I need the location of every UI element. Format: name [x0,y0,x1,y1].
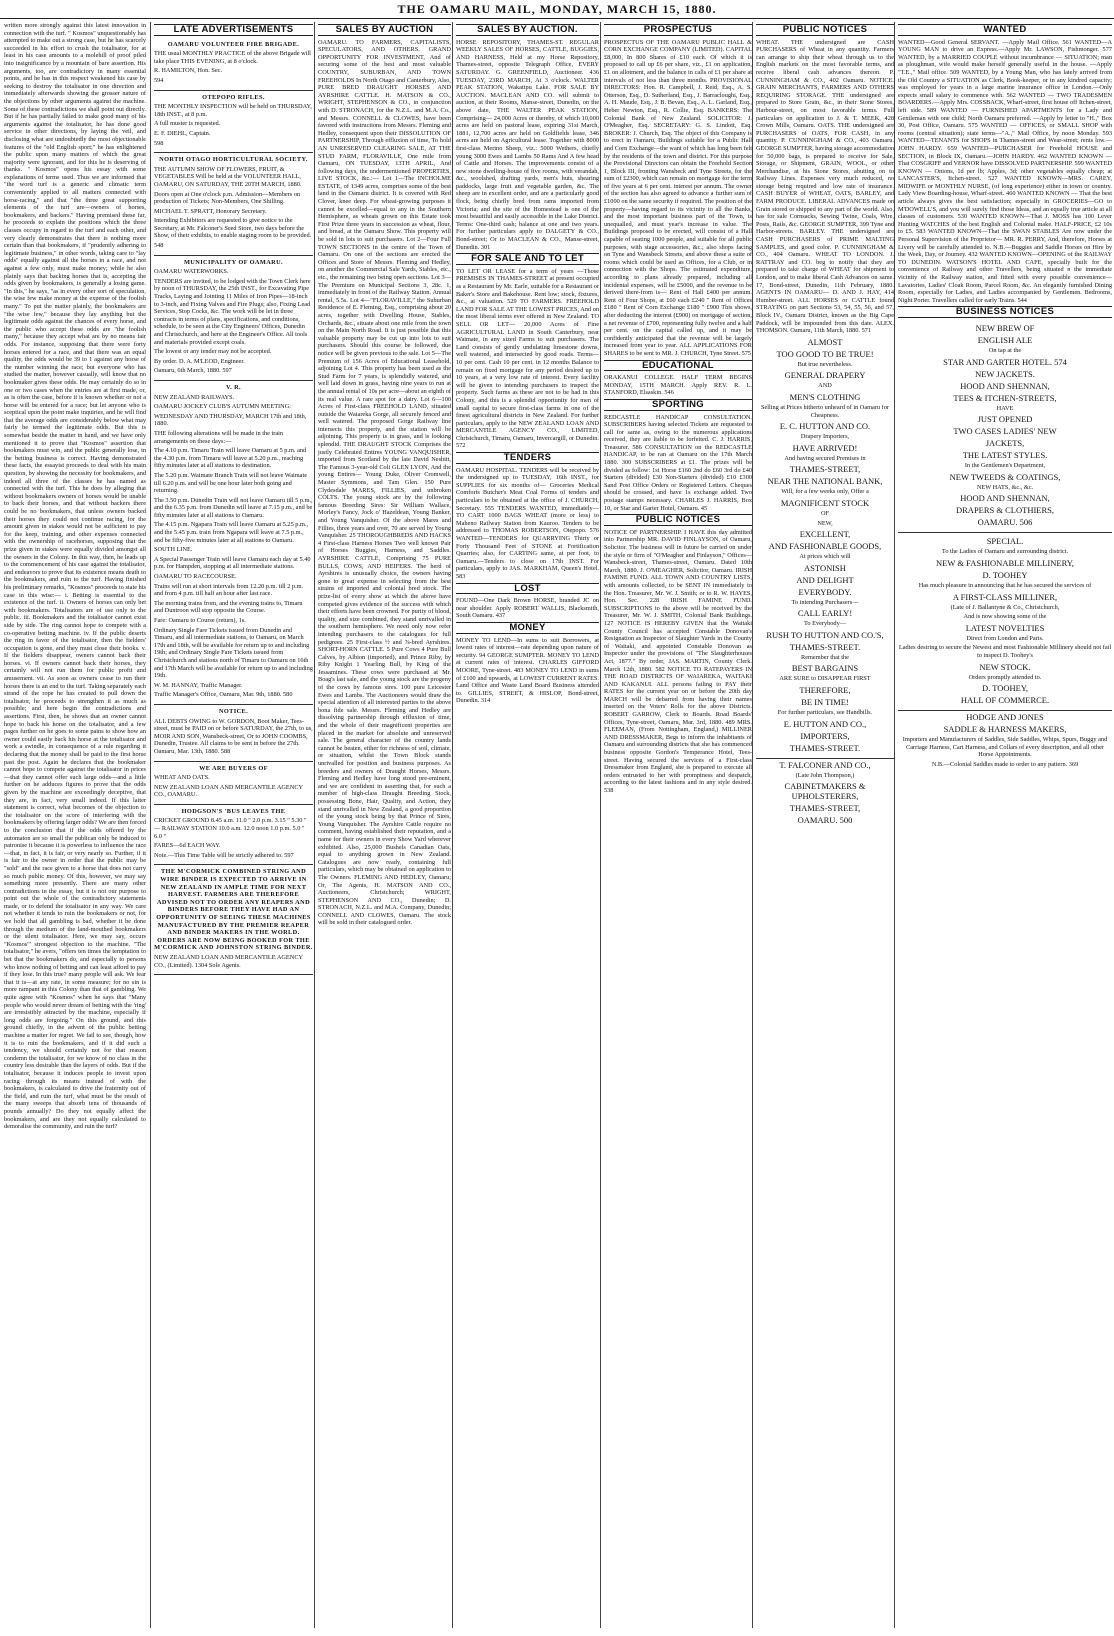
ad-line: WHEAT AND OATS. [154,774,210,782]
ad-line: D. TOOHEY [982,569,1028,580]
ad-line: OAMARU VOLUNTEER FIRE BRIGADE. [167,40,300,48]
masthead: THE OAMARU MAIL, MONDAY, MARCH 15, 1880. [0,0,1114,19]
ad-line: Note.—This Time Table will be strictly adhered to. 597 [154,851,294,859]
ad-line: Traffic Manager's Office, Oamaru, Mar. 9th, 1880. 580 [154,691,293,699]
ad-line: BE IN TIME! [801,697,849,708]
ad-line: Intending Exhibitors are requested to give notice to the Secretary, at Mr. Falconer's Seed Store, two days before the Show, of their exhibits, to enable staging room to be provided. [154,217,312,240]
ad-line: IMPORTERS, [800,730,850,741]
ad-line: DRAPERS & CLOTHIERS, [956,505,1054,516]
ad-line: To Everybody— [803,620,847,628]
ad-line: Doors open at One o'clock p.m. Admission—Members on production of Tickets; Non-Members, One Shilling. [154,190,301,206]
ad-line: Fare: Oamaru to Course (return), 1s. [154,617,246,624]
ad-line: Oamaru, 6th March, 1880. 597 [154,367,232,375]
ad-line: TEES & ITCHEN-STREETS, [953,392,1057,403]
ad-line: HAVE [996,404,1014,412]
educational-text: ORAKANUI COLLEGE. HALF TERM BEGINS MONDAY, 15TH MARCH. Apply REV. R. L. STANFORD, Elsaskin. 546 [604,374,752,397]
ad-line: OAMARU WATERWORKS. [154,268,229,276]
ad-line: In the Gentlemen's Department, [964,462,1046,470]
falconer-cabinetmakers-ad [756,760,894,826]
ad-line: JUST OPENED [977,414,1033,425]
ad-line: A FIRST-CLASS MILLINER, [952,591,1058,602]
ad-line: ALMOST [807,336,843,347]
ad-line: NEW HATS, &c., &c. [976,483,1034,491]
late-advertisements-column [150,22,313,1628]
ad-line: HODGSON'S 'BUS LEAVES THE [181,807,286,815]
ad-line: E. HUTTON AND CO., [783,718,867,729]
ad-line: BEST BARGAINS [791,663,859,674]
ad-line: To the Ladies of Oamaru and surrounding district. [941,548,1069,556]
ad-line: THAMES-STREET, [789,803,861,814]
ad-line: N.B.—Colonial Saddles made to order to any pattern. 369 [931,760,1079,768]
ad-line: NEW STOCK. [979,661,1031,672]
grain-notices-text: WHEAT. THE undersigned are CASH PURCHASERS of Wheat in any quantity. Farmers can arrange to ship their wheat through us to the English markets on the most favorable terms, and receive liberal cash advances thereon. P. CUNNINGHAM & CO., 402 Oamaru. NOTICE. GRAIN MERCHANTS, FARMERS AND OTHERS REQUIRING STORAGE. THE undersigned are prepared to Store Grain, &c., in their Stone Stores, Harbour-street, on most favorable terms. Full particulars on application to J. & T. MEEK, 428 Crown Mills, Oamaru. OATS. THE undersigned are PURCHASERS of OATS, FOR CASH, in any quantity. P. CUNNINGHAM & CO., 403 Oamaru. GEORGE SUMPTER, having storage accommodation for 50,000 bags, is prepared to receive for Sale, Storage, or Shipment, GRAIN, WOOL, or other Merchandise, at his Stone Stores, abutting on to Railway Lines. Expenses very much reduced, no storage being required and low rate of insurance. CASH BUYER of WHEAT, OATS, BARLEY, and FARM PRODUCE. LIBERAL ADVANCES made on Grain stored or shipped to any part of the world. Also, has for sale Cornsacks, Sewing Twine, Coals, Wire, Posts, Rails, &c. GEORGE SUMPTER, 399 Tyne and Harbor-streets. BARLEY. THE undersigned are CASH PURCHASERS of PRIME MALTING SAMPLES, and good color. P. CUNNINGHAM & CO., 404 Oamaru. WHEAT TO LONDON. J. RATTRAY and CO. beg to notify that they are prepared to take charge of WHEAT for shipment to London, and to make liberal Cash Advances on same. 17, Bond-street, Dunedin, 11th February, 1880. AGENTS IN OAMARU— D. AND J. HAY, 414 Humber-street. ALL HORSES or CATTLE found STRAYING on part Sections 53, 54, 55, 56, and 57, Block IV., Oamaru District, known as the Big Cape Paddock, will be impounded from this date. ALEX. THOMSON. Oamaru, 11th March, 1880. 571 [756,38,894,335]
sales-by-auction-2-column [452,22,599,1628]
ad-line: NEW BREW OF [975,322,1035,333]
ad-line: NEW ZEALAND RAILWAYS. [154,393,235,401]
lost-heading: LOST [456,583,599,595]
ad-line: At prices which will [799,553,851,561]
ad-line: AND DELIGHT [796,574,854,585]
late-ad [154,154,313,256]
ad-line: LATEST NOVELTIES [965,622,1045,633]
ad-line: THAMES-STREET. [789,641,861,652]
ad-line: ENGLISH ALE [977,334,1033,345]
sales-by-auction-2-heading: SALES BY AUCTION. [456,24,599,36]
public-notices-text: NOTICE OF PARTNERSHIP. I HAVE this day admitted into Partnership MR. DAVID FINLAYSON, of Oamaru, Solicitor. The business will in future be carried on under the style or firm of "O'Meagher and Finlayson," Offices—Wansbeck-street, Thames-street, Oamaru. Dated 10th March, 1880. J. O'MEAGHER, Solicitor, Oamaru. IRISH FAMINE FUND. ALL TOWN AND COUNTRY LISTS, with amounts collected, to be SENT IN immediately to the Hon. Treasurer, Mr. W. J. Smith; or to R. W. HAYES, Hon. Sec. 228 IRISH FAMINE FUND. SUBSCRIPTIONS to the above will be received by the Treasurer, Mr. W. J. SMITH, Colonial Bank Buildings. 127 NOTICE IS HEREBY GIVEN that the Waitaki County Council has accepted Constable Donovan's Resignation as Inspector of Slaughter Yards in the County of Waitaki, and appointed Constable Donovan as Inspector under the provisions of "The Slaughterhouses Act, 1877." By order, JAS. MARTIN, County Clerk. March 12th, 1880. 582 NOTICE TO RATEPAYERS IN THE ROAD DISTRICTS OF WAIAREKA, WAITAKI AND KAKANUI. ALL persons failing to PAY their RATES for the current year on or before the 20th day MARCH will be debarred from having their names inserted on the Voters' Rolls for the above Districts. ROBERT GARROW, Clerk to Boards. Road Boards' Offices, Tyne-street, Oamaru, Mar. 3rd, 1880. 489 MRS. FLEEMAN, (From Nottingham, England,) MILLINER AND DRESSMAKER, Begs to inform the inhabitants of Oamaru and surrounding districts that she has commenced business opposite Gordon's Temperance Hotel, Tees-street. Having secured the services of a First-class Dressmaker from England, she is prepared to execute all orders entrusted to her with promptness and despatch, according to the latest fashions and in any style desired. 538 [604,528,752,794]
ad-line: OTEPOPO RIFLES. [202,93,265,101]
ad-line: D. TOOHEY, [981,683,1029,694]
ad-line: OAMARU JOCKEY CLUB'S AUTUMN MEETING. [154,403,291,411]
lost-text: FOUND—One Dark Brown HORSE, branded JC on near shoulder. Apply ROBERT WALLIS, Blacksmith, South Oamaru. 437 [456,597,599,620]
wanted-text: WANTED—Good General SERVANT. —Apply Mail Office. 561 WANTED—A YOUNG MAN to drive an Express.—Apply Mr. LAWSON, Fishmonger. 577 WANTED, by a MARRIED COUPLE without incumbrance — SITUATION; man as ploughman, wife would make herself generally useful in the house. —Apply "T.E.," Mail office. 509 WANTED, by a Young Man, who has lately arrived from the Old Country a SITUATION as Clerk, Book-keeper, or in any kindred capacity; was employed for years in a large marine insurance office in London.—Only expects small salary to commence with. 562 WANTED — TWO TRADESMEN BOARDERS.—Apply Mrs. COSSBACK, Wharf-street, first house off Itchen-street, left side. 589 WANTED — FURNISHED APARTMENTS for a Lady and Gentleman with one child; North Oamaru preferred. —Apply by letter to "H.," Box 30, Post Office, Oamaru. 575 WANTED — OFFICES, or SMALL SHOP with rooms (central situation); state terms—"A.," Mail Office, by noon Monday. 593 WANTED—TENANTS for SHOPS in Thames-street and Wear-street; rents low.—JOHN HARDY. 659 WANTED—PURCHASER for Freehold HOUSE and SECTION, in Block IX, Oamaru.—JOHN HARDY. 462 WANTED KNOWN — That COSGRIFF and VERNOR have DISSOLVED PARTNERSHIP. 599 WANTED KNOWN — Onions, 1d per lb; Apples, 3d; other vegetables equally cheap; at LANCASTER'S, Itchen-street. 527 WANTED KNOWN—MRS. CAREY, MIDWIFE or MONTHLY NURSE, (of long experience) either in town or country. Lady View Boarding-house, Wharf-street. 460 WANTED KNOWN — That the best article always gives the best satisfaction; especially in GROCERIES—GO to M'DOWELL'S, and you will surely find those Ideas, and an equally true article at all classes of customers. 530 WANTED KNOWN—That J. MOSS has 100 Lever Hunting WATCHES of the best English and Colonial make. HALF-PRICE, £2 10s to £5. 583 WANTED KNOWN—That the SWAN STABLES Are now under the Personal Supervision of the Proprietor— MR. R. PERRY, And, therefore, Horses at Livery will be carefully attended to. N.B.—Buggies and Saddle Horses on Hire by the Week, Day, or Journey. 432 WANTED KNOWN—OPENING of the RAILWAY TO DUNEDIN. WATSON'S HOTEL AND CAFE, specially built for the convenience of Railway and other Travellers, being situated n the immediate vicinity of the Railway station, and fitted with every possible convenience—Lavatories, Ladies' Cloak Room, Parcel Room, &c. An elegantly furnished Dining Room, especially for Ladies, and Ladies accompanied by Gentlemen. Bedrooms, Night Porter. Travellers called for early Trains. 544 [898,38,1112,304]
for-sale-text: TO LET OR LEASE for a term of years —Those PREMISES IN THAMES-STREET at present occupied as a Restaurant by Mr. Earle, suitable for a Restaurant or Baker's Store and Bakehouse. Rent low; stock, fixtures, &c., at valuation. 529 TO FARMERS. FREEHOLD LAND FOR SALE AT THE LOWEST PRICES, And on the most liberal terms ever offered in New Zealand. TO SELL OR LET— 20,000 Acres of Fine AGRICULTURAL LAND in South Canterbury, near Waimate, in any sized Farms to suit purchasers. The Land consists of gently undulating limestone downs, well watered, and intersected by good roads. Terms— 10 per cent. Cash 10 per cent. in 12 months Balance to remain on fixed mortgage for any period desired up to 10 years, at a very low rate of interest. Every facility will be given to intending purchasers to inspect the property. Such farms as these are not to be had in this Colony, and this is a splendid opportunity for men of small capital to secure first-class farms in one of the finest agricultural districts in New Zealand. For further particulars, apply to the NEW ZEALAND LOAN AND MERCANTILE AGENCY CO., LIMITED, Christchurch, Timaru, Oamaru, Invercargill, or Dunedin. 572 [456,267,599,450]
ad-line: Direct from London and Paris. [966,634,1044,642]
ad-line: The 4.15 p.m. Ngapara Train will leave Oamaru at 5.25 p.m., and the 5.45 p.m. train from Ngapara will leave at 7.5 p.m., and be fifty-five minutes later at all stations to Oamaru. [154,521,309,544]
ad-line: And is now showing some of the [963,613,1047,621]
ad-line: HODGE AND JONES [966,712,1044,723]
ad-line: WE ARE BUYERS OF [199,764,268,772]
ad-line: MEN'S CLOTHING [789,391,861,402]
ad-line: JACKETS, [985,438,1025,449]
ad-line: ASTONISH [804,562,846,573]
ad-line: WEDNESDAY AND THURSDAY, MARCH 17th and 18th, 1880. [154,412,307,428]
ad-line: Remember that the [801,653,849,661]
editorial-text: written more strongly against this latest innovation in connection with the turf. " Kosmos" unquestionably has attempted to make out a strong case, but he has scarcely succeeded in his effort to crush the totalisator, for at least in his case amounts to a molehill of proof piled into insignificance by a mountain of bare assertion. His arguments, too, are contradictory in many essential points, and he has in this respect weakened his case by seeking to destroy the totalisator in one direction and immediately afterwards showing the grosser nature of the objections by other arguments against the machine. Some of these contradictions we shall point out directly. But if he has partially failed to make good many of his arguments against the totalisator, he has done good service in other directions, by laying the veil, and disclosing what are undoubtedly the most objectionable features of the "old English sport;" he has enlightened the public upon many matters of which the great majority were ignorant, and for this he is deserving of thanks. " Kosmos" opens his essay with some explanations of terms used. Thus we are informed that "the word turf is a generic and climatic term conveniently applied to all matters connected with horse-racing," and that "the three great supporting elements of the turf are—owners of horses, bookmakers, and backers." Having premised these far, he proceeds to explain the positions which the three classes occupy in regard to the turf and each other, and very clearly demonstrates that there is nothing more certain than that bookmakers, if "prudently adhering to legitimate business," in other words, taking care to "lay odds" equally against all the horses in a race, and not against a few only, must make money; while he also plainly says that backing horses that is, accepting the odds given by bookmakers, is generally a losing game. "In this," he says, "as in every other sort of speculation, the wise few make money at the expense of the foolish many." To put the matter plainly, the bookmakers are "the wise few," because they lay anything but the legitimate odds against the chances of every horse, and the public who accept these odds are "the foolish many," because they accept what are by no means fair odds. For instance, supposing that there were forty horses entered for a race, and that there was an equal quality, the odds would be 39 to 1 against any horse of the number winning the race; but everyone who has studied the matter, however casually, will know that no bookmaker gives these odds. He may certainly do so in one or two cases when the entries are at first made, or, as is often the case, before it is known whether or not a horse will be entered for a race; but let anyone who is sceptical upon the point make inquiries, and he will find that the average odds are considerably below what may fairly be termed the legitimate odds. But this is somewhat beside the matter in hand, and we have only mentioned it to prove that "Kosmos" assertion that bookmakers must win, and the public generally lose, in the betting business is correct. Having demonstrated these facts, the essayist proceeds to deal with his main question, by showing the necessity for bookmakers, and indeed all three of the classes he has named as connected with the turf. This he does by alleging that without bookmakers owners of horses would be unable to back their horses, and that without backers there could be no bookmakers, that unless owners backed their horses they could not continue racing, for the amount given in stakes would not be sufficient to pay for the keep, training, and other expenses connected with the ownership of racehorses, supposing that the prize given in stakes were equally divided amongst all the owners in the Colony. In this way, then, he leads up to the commencement of his case against the totalisator, and endeavors to prove that its existence means death to the bookmakers, and ruin to the turf. Having finished his preliminary remarks, "Kosmos" proceeds to state his case in this wise:— i. Betting is essential to the existence of the turf. ii. Owners of horses can only bet with bookmakers. Totalisators are of use only to the public. iii. Bookmakers and the totalisator cannot exist side by side. The ring cannot hope to compete with a co-operative betting machine. iv. If the public deserts the ring in favor of the totalisator, then the fielders' occupation is gone, and they must close their books. v. If the fielders disappear, owners cannot back their horses. vi. If owners cannot back their horses, they certainly will not run them for public profit and amusement. vii. As soon as owners cease to run their horses there is an end to the turf. Taking separately each strand of the rope he has created to pull down the totalisator, he proceeds to strengthen it as much as possible; and here begin the contradictions and assertions. First, then, he shows that an owner cannot hope to back his horse on the totalisator, and a few pages further on he goes to some pains to show how an owner could easily back his horse at the totalisator and work a swindle, in consequence of a rule regarding it declaring that the money shall be paid to the first horse past the post. Again he declares that the bookmaker cannot hope to compete against the totalisator in prices—that they cannot offer such large odds—and a little further on he adduces figures to prove that the odds given by the machine are exceedingly deceptive, that they are, in fact, very small indeed. If this latter statement is correct, what becomes of the objection to the totalisator on the score of interfering with the bookmakers by offering larger odds? We are then forced to the conclusion that if the odds offered by the automaton are so small the publican only be induced to patronise it because it is powerless to influence the race—that, in fact, it is fair, or very nearly so. Further, if it is fair to the owner in order that the public may be "sold" and the race given to a horse that does not carry so much public money. Of this, however, we may say something more presently. There are many other contradictions in the essay, but it is not our purpose to point out the whole of the contradictory statements made, or to defend the totalisator in any way. We care not whether it tends to ruin the bookmakers or not, for we hold that all gambling is bad, whether it be done through the medium of the land-mouthed bookmakers or the silent totalisator. Here, we may say, occurs "Kosmos'" strongest objection to the machine. "The totalisator," he avers, "offers ten times the temptation to bet that the bookmakers do, and especially to persons who know nothing of betting and can least afford to pay if they lose. In this true? many people will ask. We fear that it is—at any rate, in some measure; for no sin is more rampant in this Colony than that of gambling. We quite agree with "Kosmos" when he says that "Many people who would never dream of betting with the 'ring' are irresistibly attracted by the machine, especially if long odds are forgoing." On this ground, and this ground chiefly, in the advent of the public betting machine a matter for regret. We fail to see, though, how it is to ruin the bookmakers, and if it did such a tendency, we should certainly not for that reason condemn the totalisator, for we know of no class in the country less desirable than the layers of odds. But if the totalisator, because it induces people to invest upon racing through its means instead of with the bookmakers, is calculated to drive the fraternity out of the field, and ruin the turf, what must be the result of the many sweeps that absorb tens of thousands of pounds annually? Do they not equally affect the bookmakers, and are they not equally calculated to demoralise the community, and ruin the turf? [4,22,146,1131]
hodge-jones-saddlers-ad [898,712,1112,768]
ad-line: Trains will run at short intervals from 12.20 p.m. till 2 p.m. and from 4 p.m. till half an hour after last race. [154,582,304,598]
ad-line: The morning trains from, and the evening trains to, Timaru and Duntroon will stop opposite the Course. [154,599,303,615]
ad-line: HAVE ARRIVED! [792,442,858,453]
ad-line: NEW, [817,519,833,527]
money-heading: MONEY [456,622,599,634]
ad-line: T. FALCONER AND CO., [779,759,871,770]
editorial-column [4,22,146,1628]
auction-walter-peak-ad: HORSE REPOSITORY, THAMES-ST. REGULAR WEEKLY SALES OF HORSES, CATTLE, BUGGIES, AND HARNESS, Held at my Horse Repository, Thames-street, opposite Telegraph Office, EVERY SATURDAY. G. GREENFIELD, Auctioneer. 436 TUESDAY, 23RD MARCH, At 3 o'clock. WALTER PEAK STATION, Wakatipu Lake. FOR SALE BY AUCTION. MACLEAN AND CO. will submit to auction, at their Rooms, Manse-street, Dunedin, on the above date, THE WALTER PEAK STATION, Comprising— 24,000 Acres or thereby, of which 10,000 acres are held on pastoral lease, expiring 31st March, 1881, 12,700 acres are held on Goldfields lease, 346 acres are held on Agricultural lease. Together with 8000 first-class Merino Sheep, viz.: 5000 Wethers, chiefly young 3000 Ewes and Lambs 50 Rams And A few head of Cattle and Horses. The improvements consist of a new stone dwelling-house of five rooms, with verandah, &c., woolshed, drafting yards, men's huts, shearing paddocks, large fruit and vegetable garden, &c. The sheep are in excellent order, and are a particularly good flock, being chiefly bred from rams imported from Victoria; and the site of the Homestead is one of the most beautiful and easily accessible in the Lake District. Terms: One-third cash; balance at one and two years. For further particulars apply to DALGETY & CO., Bond-street; Or to MACLEAN & CO., Manse-street, Dunedin. 301 [456,38,599,251]
ad-line: THEREFORE, [799,685,851,696]
ad-line: RUSH TO HUTTON AND CO.'S, [766,629,884,640]
prospectus-text: PROSPECTUS OF THE OAMARU PUBLIC HALL & CORN EXCHANGE COMPANY (LIMITED). CAPITAL £8,000, In 800 Shares of £10 each. Of which it is proposed to call up £6 per share, viz., £1 on application, £1 on allotment, and the balance in calls of £1 per share at intervals of not less than three months. PROVISIONAL DIRECTORS: Hon. R. Campbell, J. Reid, Esq., A. S. Otterson, Esq., D. Sutherland, Esq., J. Barracloughi, Esq., A. H. Maude, Esq., J. B. Bevan, Esq., A. L. Garland, Esq., Heber Newton, Esq., R. Collie, Esq. BANKERS: The Colonial Bank of New Zealand. SOLICITOR: J. O'Meagher, Esq. SECRETARY: G. S. Lindott, Esq. BROKER: J. Church, Esq. The object of this Company is to erect in Oamaru, Buildings suitable for a Public Hall and Corn Exchange—the want of which has long been felt by the residents of the town and district. For this purpose the Provisional Directors can obtain the Freehold Section 1, Block III, fronting Wansbeck and Tyne Streets, for the sum of £2300, which can remain on mortgage for the term of five years at 6 per cent. interest per annum. The owner of the section has also agreed to advance a further sum of £1000 on the same security if required. The position of the property—having regard to its vicinity to all the Banks, and the most important business part of the Town, is unequalled, and must year's increase in value. The Buildings proposed to be erected, will consist of a Hall capable of seating 1000 people, and suitable for all public purposes, with stage accessories, &c.; also shops facing on Tyne and Wansbeck Streets, and above these a suite of rooms which could be used as Offices, for a Club, or in connection with the Shops. The estimated expenditure, according to plans already prepared, including all incidental expenses, will be £5000, and the revenue to be derived there-from is— Rent of Hall £400 per annum. Rent of Four Shops, at £60 each £240 " Rent of Offices £180 " Rent of Corn Exchange £180 " £900 This shows, after deducting the interest (£900) on mortgage of section, a net revenue of £700, representing fully twelve and a half per cent. on the capital called up, and it may be confidently anticipated that the revenue will be largely increased from year to year. ALL APPLICATIONS FOR SHARES to be sent to MR. J. CHURCH, Tyne Street. 575 [604,38,752,357]
ad-line: HOOD AND SHENNAN, [960,493,1050,504]
ale-and-jackets-ad [898,321,1112,533]
ad-line: A Special Passenger Train will leave Oamaru each day at 5.40 p.m. for Hampden, stopping at all intermediate stations. [154,555,311,571]
late-ad [154,866,313,975]
ad-line: 594 [154,76,164,84]
ad-line: Has much pleasure in announcing that he has secured the services of [918,581,1092,589]
ad-line: STAR AND GARTER HOTEL. 574 [943,356,1067,367]
ad-line: Drapery Importers, [800,433,850,441]
ad-line: CABINETMAKERS & UPHOLSTERERS, [784,781,866,802]
ad-line: NEW ZEALAND LOAN AND MERCANTILE AGENCY CO., (Limited). 1304 Sole Agents. [154,953,303,969]
toohey-millinery-ad [898,534,1112,711]
ad-line: THAMES-STREET, [789,464,861,475]
ad-line: ARE SURE to DISAPPEAR FIRST [779,675,871,683]
hutton-drapery-ad [756,335,894,759]
ad-line: EXCELLENT, [799,529,851,540]
ad-line: NEW ZEALAND LOAN AND MERCANTILE AGENCY CO., OAMARU. [154,783,303,799]
ad-line: SPECIAL. [986,536,1024,547]
ad-line: OAMARU. 506 [977,517,1033,528]
ad-line: (Late of J. Ballantyne & Co., Christchurch, [950,603,1060,611]
ad-line: (Late John Thompson,) [795,771,855,779]
educational-heading: EDUCATIONAL [604,360,752,372]
ad-line: SADDLE & HARNESS MAKERS, [943,724,1067,735]
prospectus-heading: PROSPECTUS [604,24,752,36]
ad-line: The 5.20 p.m. Waimate Branch Train will not leave Waimate till 6.20 p.m. and will be one hour later both going and returning. [154,471,307,495]
ad-line: By order. D. A. M'LEOD, Engineer. [154,357,245,365]
late-ad [154,382,313,705]
ad-line: Will, for a few weeks only, Offer a [781,488,869,496]
ad-line: The 4.10 p.m. Timaru Train will leave Oamaru at 5 p.m. and the 4.30 p.m. from Timaru will leave at 5.20 p.m., reaching fifty minutes later at all stations to destination. [154,447,307,470]
ad-line: THE M'CORMICK COMBINED STRING AND WIRE BINDER IS EXPECTED TO ARRIVE IN NEW ZEALAND IN AMPLE TIME FOR NEXT HARVEST. FARMERS ARE THEREFORE ADVISED NOT TO ORDER ANY REAPERS AND BINDERS BEFORE THEY HAVE HAD AN OPPORTUNITY OF SEEING THESE MACHINES MANUFACTURED BY THE PREMIER REAPER AND BINDER MAKERS IN THE WORLD. ORDERS ARE NOW BEING BOOKED FOR THE M'CORMICK AND JOHNSTON STRING BINDER. [154,868,313,952]
ad-line: 598 [154,139,164,147]
ad-line: Importers and Manufacturers of Saddles, Side Saddles, Whips, Spurs, Buggy and Carriage Harness, Cart Harness, and Collars of every description, and all other Horse Appointments. [902,736,1108,759]
wanted-heading: WANTED [898,24,1112,36]
ad-line: The 3.50 p.m. Dunedin Train will not leave Oamaru till 5 p.m., and the 6.35 p.m. from Dunedin will leave at 7.15 p.m., and be fifty minutes later at all stations to Oamaru. [154,496,313,519]
money-text: MONEY TO LEND—In sums to suit Borrowers, at lowest rates of interest—rate depending upon nature of security. 94 GEORGE SUMPTER. MONEY TO LEND at current rates of interest. CHARLES GIFFORD MOORE, Tyne-street. 483 MONEY TO LEND in sums of £100 and upwards, at LOWEST CURRENT RATES. Land Office and Waste Land Board Business attended to. GILLIES, STREET, & HISLOP, Bond-street, Dunedin. 314 [456,636,599,705]
ad-line: Ladies desiring to secure the Newest and most Fashionable Millinery should not fail to inspect D. Toohey's [898,644,1112,659]
ad-line: To intending Purchasers— [791,598,859,606]
ad-line: E. C. HUTTON AND CO. [779,421,871,432]
ad-line: GENERAL DRAPERY [784,370,866,381]
ad-line: MAGNIFICENT STOCK [780,497,870,508]
sales-by-auction-heading: SALES BY AUCTION [318,24,451,36]
ad-line: Ordinary Single Fare Tickets issued from Dunedin and Timaru, and all intermediate stations, to Oamaru, on March 17th and 18th, will be available for return up to and including 19th; and Ordinary Single Fare Tickets issued from Christchurch and stations north of Timaru to Oamaru on 16th and 17th March will be available for return up to and including 19th. [154,626,313,680]
public-notices-2-heading: PUBLIC NOTICES [756,24,894,36]
ad-line: THAMES-STREET. [789,742,861,753]
late-ad [154,257,313,381]
tenders-text: OAMARU HOSPITAL. TENDERS will be received by the undersigned up to TUESDAY, 16th INST., for SUPPLIES for six months of— Groceries Medical Comforts Butcher's Meat Coal Forms of tenders and particulars to be obtained at the office of J. CHURCH, Secretary. 555 TENDERS WANTED, immediately— TO CART 1000 BAGS WHEAT (more or less) to Maheno Railway Station from Kauroo. Tenders to be addressed to THOMAS ROBERTSON, Otepopo. 576 WANTED—TENDERS for QUARRYING Thirty or Forty Thousand Feet of STONE at Fortification Quarries; also, for CARTING same, at per foot, to Oamaru.—Tenders to close on 17th INST. For particulars, apply to JAS. MARKHAM, Queen's Hotel. 583 [456,466,599,580]
late-advertisements-heading: LATE ADVERTISEMENTS [154,24,313,36]
ad-line: On tap at the [988,346,1022,354]
ad-line: NEW TWEEDS & COATINGS, [949,471,1061,482]
ad-line: TENDERS are invited, to be lodged with the Town Clerk here by noon of THURSDAY, the 25th INST., for Excavating Pipe Tracks, Laying and Jointing 11 Miles of Iron Pipes—18-inch to 3-inch, and Fixing Valves and Fire Plugs; also, Fixing Lead Services, Stop Cocks, &c. The work will be let in three contracts in terms of plans, specifications, and conditions, schedule, to be seen at the City Engineers' Offices, Dunedin and Christchurch, and here at the Engineer's Office. All tools and materials provided except coals. [154,277,311,346]
wanted-column [894,22,1112,1628]
ad-line: 548 [154,242,164,250]
ad-line: NEW & FASHIONABLE MILLINERY, [936,557,1074,568]
ad-line: SOUTH LINE. [154,546,193,554]
ad-line: The lowest or any tender may not be accepted. [154,348,272,356]
ad-line: OAMARU TO RACECOURSE. [154,573,237,581]
ad-line: CALL EARLY! [797,608,853,619]
late-ad [154,39,313,91]
ad-line: Orders promptly attended to. [968,673,1042,681]
ad-line: TWO CASES LADIES' NEW [953,426,1057,437]
ad-line: HOOD AND SHENNAN, [960,380,1050,391]
late-ad [154,763,313,805]
ad-line: And having secured Premises in [784,454,866,462]
ad-line: Selling at Prices hitherto unheard of in Oamaru for Cheapness. [760,403,889,419]
late-ad [154,806,313,866]
ad-line: W. M. HANNAY, Traffic Manager. [154,681,243,689]
ad-line: THE usual MONTHLY PRACTICE of the above Brigade will take place THIS EVENING, at 8 o'clock. [154,50,311,65]
ad-line: THE following alterations will be made in the train arrangements on these days:— [154,429,284,445]
auction-floraville-ad: OAMARU. TO FARMERS, CAPITALISTS, SPECULATORS, AND OTHERS. GRAND OPPORTUNITY FOR INVESTMENT, And of securing some of the best and most valuable COUNTRY, SUBURBAN, AND TOWN FREEHOLDS In North Otago and Canterbury, Also, PURE BRED DRAUGHT HORSES AND AYRSHIRE CATTLE. H. MATSON & CO., WRIGHT, STEPHENSON & CO., in conjunction with D. STRONACH, for the N.Z.L. and M.A. Co., and Messrs. CONNELL & CLOWES, have been favored with instructions from Messrs. Fleming and Hedley, consequent upon their DISSOLUTION OF PARTNERSHIP, Through effluxion of time, To hold AN UNRESERVED CLEARING SALE, AT THE STUD FARM, FLORAVILLE, One mile from Oamaru, ON TUESDAY, 13TH APRIL, And following days, the undermentioned PROPERTIES, LIVE STOCK, &c.:— Lot 1—The INCHOLME ESTATE, of 1349 acres, comprises some of the best land in the Oamaru district. It is covered with Red Clover, knee deep. For wheat-growing purposes it cannot be excelled—equal to any in the Southern Hemisphere, as wheats grown on this Estate took First Prize three years in succession as wheat, flour, and bread, at the Oamaru Show. This property will be sold in lots to suit purchasers. Lot 2—Four Full TOWN SECTIONS in the centre of the Town of Oamaru. On one of the sections are erected the Offices and Store of Messrs. Fleming and Hedley, on another the Commercial Sale Yards, Stables, etc., etc., the remaining two being open sections. Lot 3—The Premium on Municipal Sections 3, 28c. 1, immediately in front of the Railway Station. Annual rental, 5.5s. Lot 4—"FLORAVILLE," the Suburban Residence of E. Fleming, Esq., comprising about 20 acres, together with Dwelling House, Stables, Orchards, &c., situate about one mile from the town on the Main North Road. It is just possible that this valuable property may be cut up into lots to suit purchasers. Should this course be followed, due notice will be given previous to the sale. Lot 5—The Premium of 156 Acres of Educational Leasehold, adjoining Lot 4. This property has been used as the Stud Farm for 7 years, is splendidly watered, and well laid down in grass, having nine years to run at the annual rental of 10s per acre—about an eighth of its real value. A rare spot for a dairy. Lot 6—100 Acres of First-class FREEHOLD LAND, situated outside the Waiareka Gorge, all securely fenced and well watered. The proposed Gorge Railway line intersects this property, and the station will be adjoining. This property is in grass, and is looking splendid. THE DRAUGHT STOCK Comprises the justly Celebrated Entires YOUNG VANQUISHER, imported from Scotland by the late David Nesbitt, The Famous 3-year-old Colt GLEN LYON, And the young Entires— Young Duke, Oliver Cromwell, Master Symmons, and Tam Glen. 150 Pure Clydesdale MARES, FILLIES, and unbroken COLTS. The young stock are by the following famous Breeding Sires: Sir William Wallace, Morley's Fancy, Jock o' Hazeldean, Young Banker, and Young Vanquisher. Of the above Mares and Fillies, three years and over, 70 are served by Young Vanquisher. 25 THOROUGHBREDS AND HACKS 4 First-class Harness Horses Two well known Pair of Horses Buggies, Harness, and Saddles. AYRSHIRE CATTLE, Comprising 75 PURE BULLS, COWS, AND HEIFERS. The herd of Ayrshires is unusually choice, the owners having gone to great expense in selecting from the best strains of imported and colonial bred stock. The prize-list of every show at which the above have competed gives evidence of the success with which their efforts have been crowned. For purity of blood, quality, and size combined, they stand unrivalled in the southern hemisphere. We need only now refer intending purchasers to the catalogues for full pedigrees. 25 First-class ½ and ⅞-bred Ayrshires. SHORT-HORN CATTLE. 5 Pure Cows 4 Pure Bull Calves, by Albion (imported), and Prince Riby, by Riby Knight 1 Yearling Bull, by King of the Jessamines. These cows were purchased at Mr. Boag's last sale, and the young stock are the progeny of the cows by famous sires. 100 pure Leicester Ewes and Lambs. The Auctioneers would draw the special attention of all interested parties to the above bona fide sale. Messrs. Fleming and Hedley are dissolving partnership through effluxion of time, and the whole of their magnificent properties are placed in the market for absolute and unreserved sale. The general character of the country lands cannot be beaten, either for richness of soil, climate, or situation, whilst the Town Block stands unrivalled for position and business purposes. As breeders and owners of Draught Horses, Messrs. Fleming and Hedley have long stood pre-eminent, and we are confident in asserting that, for such a number of high-class Draught Breeding Stock, possessing Bone, Hair, Quality, and Action, they stand unrivalled in New Zealand, a good proportion of the young stock being by that Prince of Sires, Young Vanquisher. The Ayrshire Cattle require no comment, having established their reputation, and a name for their owners in every Show Yard wherever exhibited. Also, 25,000 Bushels Canadian Oats, equal to anything grown in New Zealand. Catalogues are now ready, containing full particulars, which may be obtained on application to The Owners. FLEMING AND HEDLEY, Oamaru; Or, The Agents, H. MATSON AND CO., Auctioneers, Christchurch; WRIGHT, STEPHENSON AND CO., Dunedin; D. STRONACH, N.Z.L. and M.A. Company, Dunedin; CONNELL AND CLOWES, Oamaru. The stock will be sold in their catalogued order. [318,38,451,927]
ad-line: NOTICE. [218,707,249,715]
late-ad [154,92,313,154]
for-sale-heading: FOR SALE AND TO LET [456,253,599,265]
sporting-text: REDCASTLE HANDICAP CONSULTATION. SUBSCRIBERS having selected Tickets are requested to call for same as, owing to the numerous applications received, they are liable to be forfeited. C. J. HARRIS, Treasurer. 586 CONSULTATION on the REDCASTLE HANDICAP, to be ran at Oamaru on the 17th March 1880. 300 SUBSCRIBERS at £1. The prizes will be divided as follow: 1st Horse £160 2nd do £60 3rd do £40 Starters (divided) £30 Non-Starters (divided) £10 £300 Sand Post Office Orders or Registered Letters. Cheques should be crossed, and have 1s exchange added. Two postage stamps necessary. CHARLES J. HARRIS, Box 10, or Star and Garter Hotel, Oamaru. 45 [604,413,752,512]
ad-line: OAMARU. 500 [797,815,853,826]
tenders-heading: TENDERS [456,452,599,464]
ad-line: THE MONTHLY INSPECTION will be held on THURSDAY, 18th INST., at 8 p.m. [154,103,312,118]
ad-line: V. R. [225,383,241,391]
ad-line: FARES—6d EACH WAY. [154,842,221,850]
ad-line: R. HAMILTON, Hon. Sec. [154,67,223,75]
ad-line: NEW JACKETS. [975,368,1035,379]
ad-line: AND [818,382,832,390]
sporting-heading: SPORTING [604,399,752,411]
ad-line: NEAR THE NATIONAL BANK, [767,476,883,487]
late-advertisements-list [154,39,313,976]
ad-line: THE LATEST STYLES. [962,450,1048,461]
prospectus-column [600,22,752,1628]
ad-line: THE AUTUMN SHOW OF FLOWERS, FRUIT, & VEGETABLES Will be held at the VOLUNTEER HALL, OAMARU, ON SATURDAY, THE 20TH MARCH, 1880. [154,165,302,188]
public-notices-heading: PUBLIC NOTICES [604,514,752,526]
late-ad [154,706,313,762]
ad-line: OF [820,509,830,517]
ad-line: CRICKET GROUND 8.45 a.m. 11.0 " 2.0 p.m. 3.15 " 5.30 " — RAILWAY STATION 10.0 a.m. 12.0 noon 1.0 p.m. 5.0 " 6.0 " [154,817,307,840]
ad-line: AND FASHIONABLE GOODS, [768,541,882,552]
ad-line: For further particulars, see Handbills. [777,709,873,717]
ad-line: MICHAEL T. SPRATT, Honorary Secretary. [154,207,267,215]
ad-line: MUNICIPALITY OF OAMARU. [183,258,284,266]
public-notices-column [752,22,894,1628]
business-notices-heading: BUSINESS NOTICES [898,306,1112,318]
ad-line: EVERYBODY. [798,586,852,597]
ad-line: But true nevertheless. [797,360,853,368]
ad-line: TOO GOOD TO BE TRUE! [776,348,874,359]
ad-line: HALL OF COMMERCE. [960,695,1050,706]
ad-line: ALL DEBTS OWING to W. GORDON, Boot Maker, Tees-street, must be PAID on or before SATURDAY, the 27th, to us, MOIR AND SON, Wansbeck-street, Or to JOHN COOMBS, Dunedin, Trustee. All claims to be sent in before the 27th. Oamaru, Mar. 13th, 1880. 588 [154,717,313,755]
ad-line: A full muster is requested. [154,120,221,128]
sales-by-auction-column [314,22,451,1628]
ad-line: NORTH OTAGO HORTICULTURAL SOCIETY. [159,156,308,164]
ad-line: E. F. DIEHL, Captain. [154,129,211,137]
